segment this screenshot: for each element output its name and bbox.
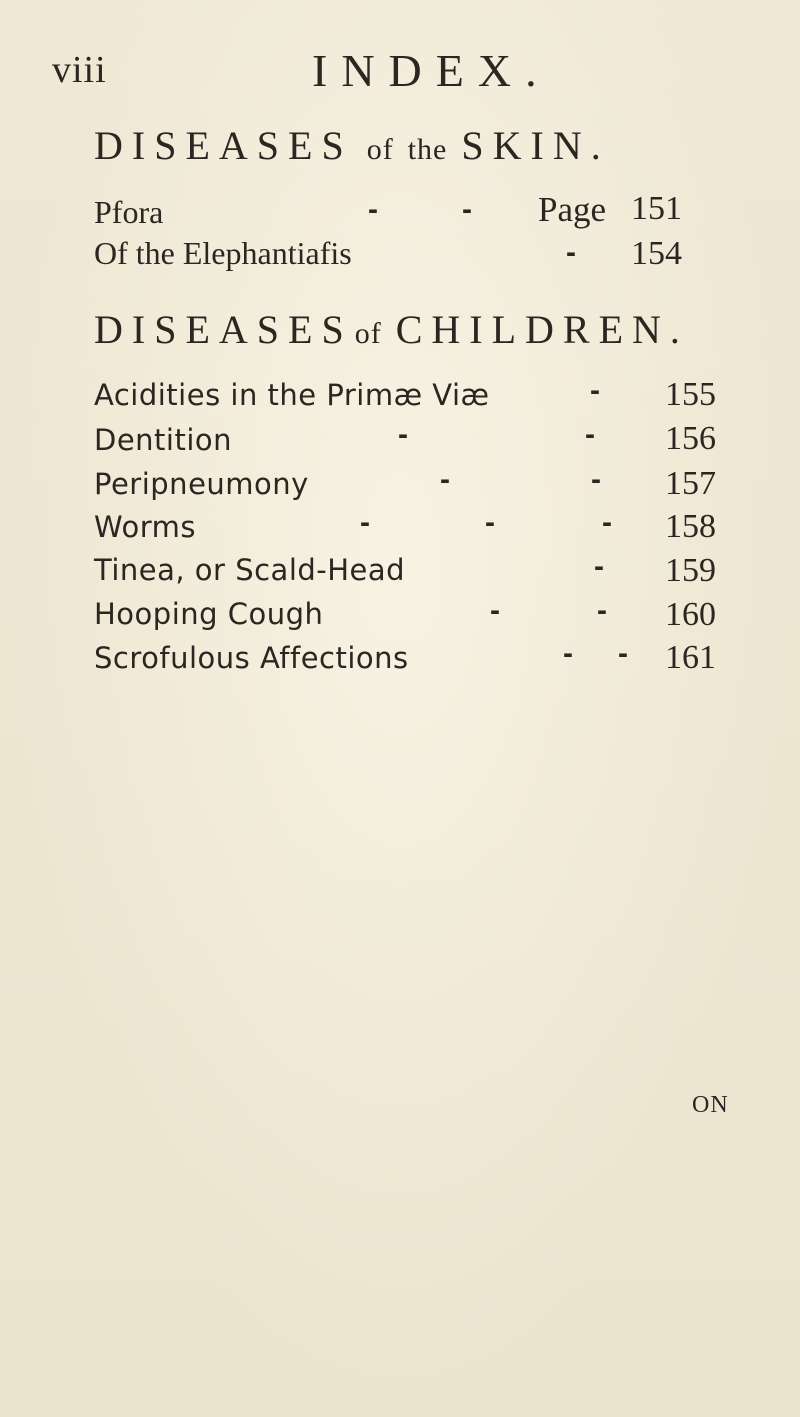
heading-word: of bbox=[354, 317, 382, 350]
heading-word: the bbox=[407, 133, 448, 166]
leader-dash: - bbox=[563, 637, 573, 670]
page-reference: 151 bbox=[631, 190, 682, 227]
page-reference: 159 bbox=[665, 552, 716, 589]
entry-label: Peripneumony bbox=[94, 467, 309, 501]
entry-label: Of the Elephantiafis bbox=[94, 235, 352, 271]
section-heading-children bbox=[94, 306, 689, 353]
entry-label: Tinea, or Scald-Head bbox=[94, 553, 406, 587]
heading-word: DISEASES bbox=[94, 307, 353, 352]
leader-dash: - bbox=[591, 463, 601, 496]
heading-word: CHILDREN. bbox=[395, 307, 689, 352]
page-label: Page bbox=[538, 190, 607, 229]
catchword: ON bbox=[692, 1092, 729, 1118]
page-reference: 158 bbox=[665, 508, 716, 545]
entry-label: Worms bbox=[94, 510, 196, 544]
entry-label: Hooping Cough bbox=[94, 597, 324, 631]
leader-dash: - bbox=[594, 550, 604, 583]
heading-word: SKIN. bbox=[461, 123, 610, 168]
heading-word: DISEASES bbox=[94, 123, 353, 168]
entry-label: Acidities in the Primæ Viæ bbox=[94, 378, 490, 412]
page-reference: 160 bbox=[665, 596, 716, 633]
leader-dash: - bbox=[485, 506, 495, 539]
leader-dash: - bbox=[440, 463, 450, 496]
entry-label: Dentition bbox=[94, 423, 233, 457]
page-number: viii bbox=[52, 49, 107, 91]
leader-dash: - bbox=[602, 506, 612, 539]
page-reference: 157 bbox=[665, 465, 716, 502]
leader-dash: - bbox=[462, 193, 472, 226]
leader-dash: - bbox=[597, 594, 607, 627]
leader-dash: - bbox=[566, 236, 576, 269]
page-reference: 156 bbox=[665, 420, 716, 457]
leader-dash: - bbox=[398, 418, 408, 451]
leader-dash: - bbox=[490, 594, 500, 627]
page-reference: 154 bbox=[631, 235, 682, 272]
leader-dash: - bbox=[360, 506, 370, 539]
heading-word: of bbox=[366, 133, 394, 166]
leader-dash: - bbox=[368, 193, 378, 226]
entry-label: Pfora bbox=[94, 194, 164, 230]
page-reference: 155 bbox=[665, 376, 716, 413]
running-head: INDEX. bbox=[312, 45, 551, 96]
leader-dash: - bbox=[585, 418, 595, 451]
leader-dash: - bbox=[590, 374, 600, 407]
section-heading-skin bbox=[94, 122, 610, 169]
entry-label: Scrofulous Affections bbox=[94, 641, 409, 675]
page-reference: 161 bbox=[665, 639, 716, 676]
leader-dash: - bbox=[618, 637, 628, 670]
